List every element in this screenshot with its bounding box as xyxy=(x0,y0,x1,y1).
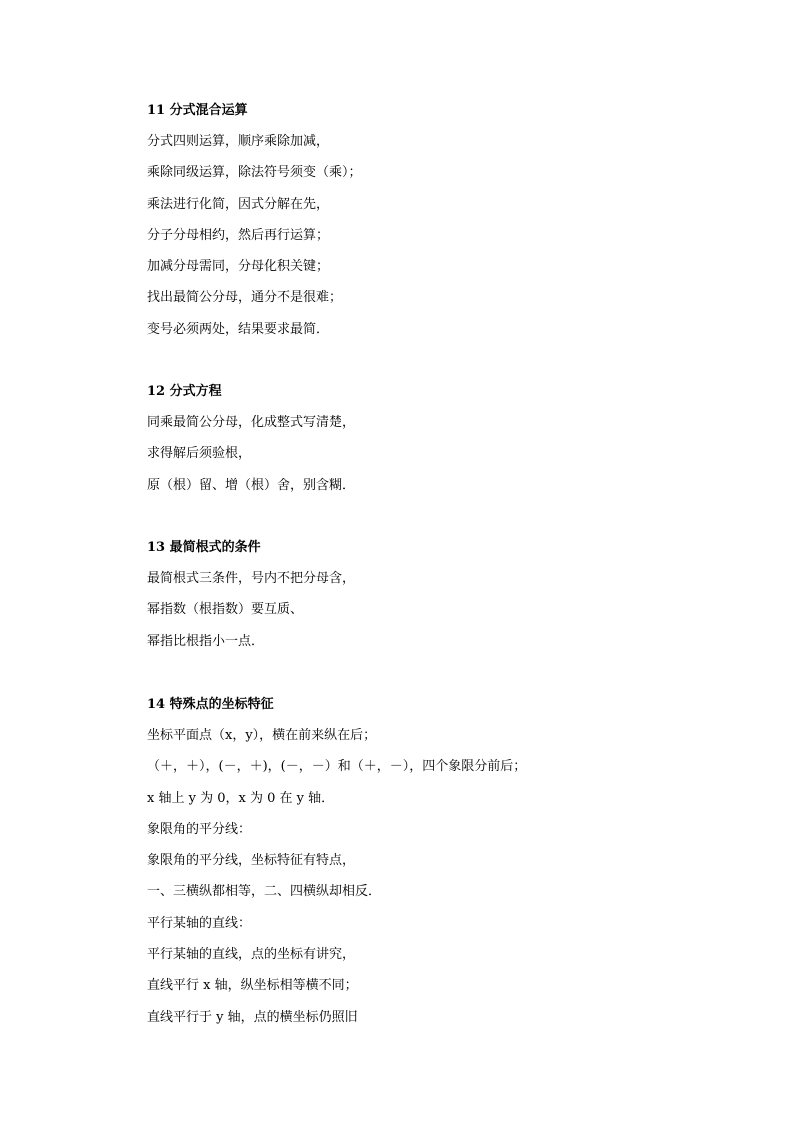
text-line: 幂指数（根指数）要互质、 xyxy=(147,602,304,618)
section-heading: 11 分式混合运算 xyxy=(147,103,248,118)
text-line: 原（根）留、增（根）舍，别含糊． xyxy=(147,477,356,493)
text-line: （＋，＋），(－，＋)，(－，－）和（＋，－），四个象限分前后； xyxy=(147,759,527,775)
text-line: 坐标平面点（x，y），横在前来纵在后； xyxy=(147,728,377,743)
text-line: 乘除同级运算，除法符号须变（乘）； xyxy=(147,165,362,181)
text-line: 最简根式三条件，号内不把分母含， xyxy=(147,571,356,586)
text-line: 平行某轴的直线： xyxy=(147,915,252,931)
text-line: 直线平行 x 轴，纵坐标相等横不同； xyxy=(147,978,358,994)
text-line: 一、三横纵都相等，二、四横纵却相反． xyxy=(147,884,382,900)
text-line: 象限角的平分线，坐标特征有特点， xyxy=(147,853,356,869)
section-heading: 12 分式方程 xyxy=(147,384,222,399)
section-11 xyxy=(147,104,767,354)
section-13 xyxy=(147,541,767,666)
section-heading: 14 特殊点的坐标特征 xyxy=(147,697,274,712)
text-line: 分式四则运算，顺序乘除加减， xyxy=(147,134,330,149)
text-line: 平行某轴的直线，点的坐标有讲究， xyxy=(147,947,356,963)
text-line: 幂指比根指小一点． xyxy=(147,633,265,649)
text-line: 分子分母相约，然后再行运算； xyxy=(147,227,330,243)
section-14 xyxy=(147,698,767,1042)
text-line: x 轴上 y 为 0，x 为 0 在 y 轴． xyxy=(147,790,335,806)
section-heading: 13 最简根式的条件 xyxy=(147,540,261,555)
text-line: 变号必须两处，结果要求最简． xyxy=(147,321,330,337)
text-line: 找出最简公分母，通分不是很难； xyxy=(147,290,343,306)
text-line: 求得解后须验根， xyxy=(147,446,252,462)
text-line: 同乘最简公分母，化成整式写清楚， xyxy=(147,415,356,430)
text-line: 乘法进行化简，因式分解在先， xyxy=(147,196,330,212)
text-line: 象限角的平分线： xyxy=(147,821,252,837)
section-12 xyxy=(147,385,767,510)
text-line: 直线平行于 y 轴，点的横坐标仍照旧 xyxy=(147,1009,358,1025)
text-line: 加减分母需同，分母化积关键； xyxy=(147,259,330,275)
